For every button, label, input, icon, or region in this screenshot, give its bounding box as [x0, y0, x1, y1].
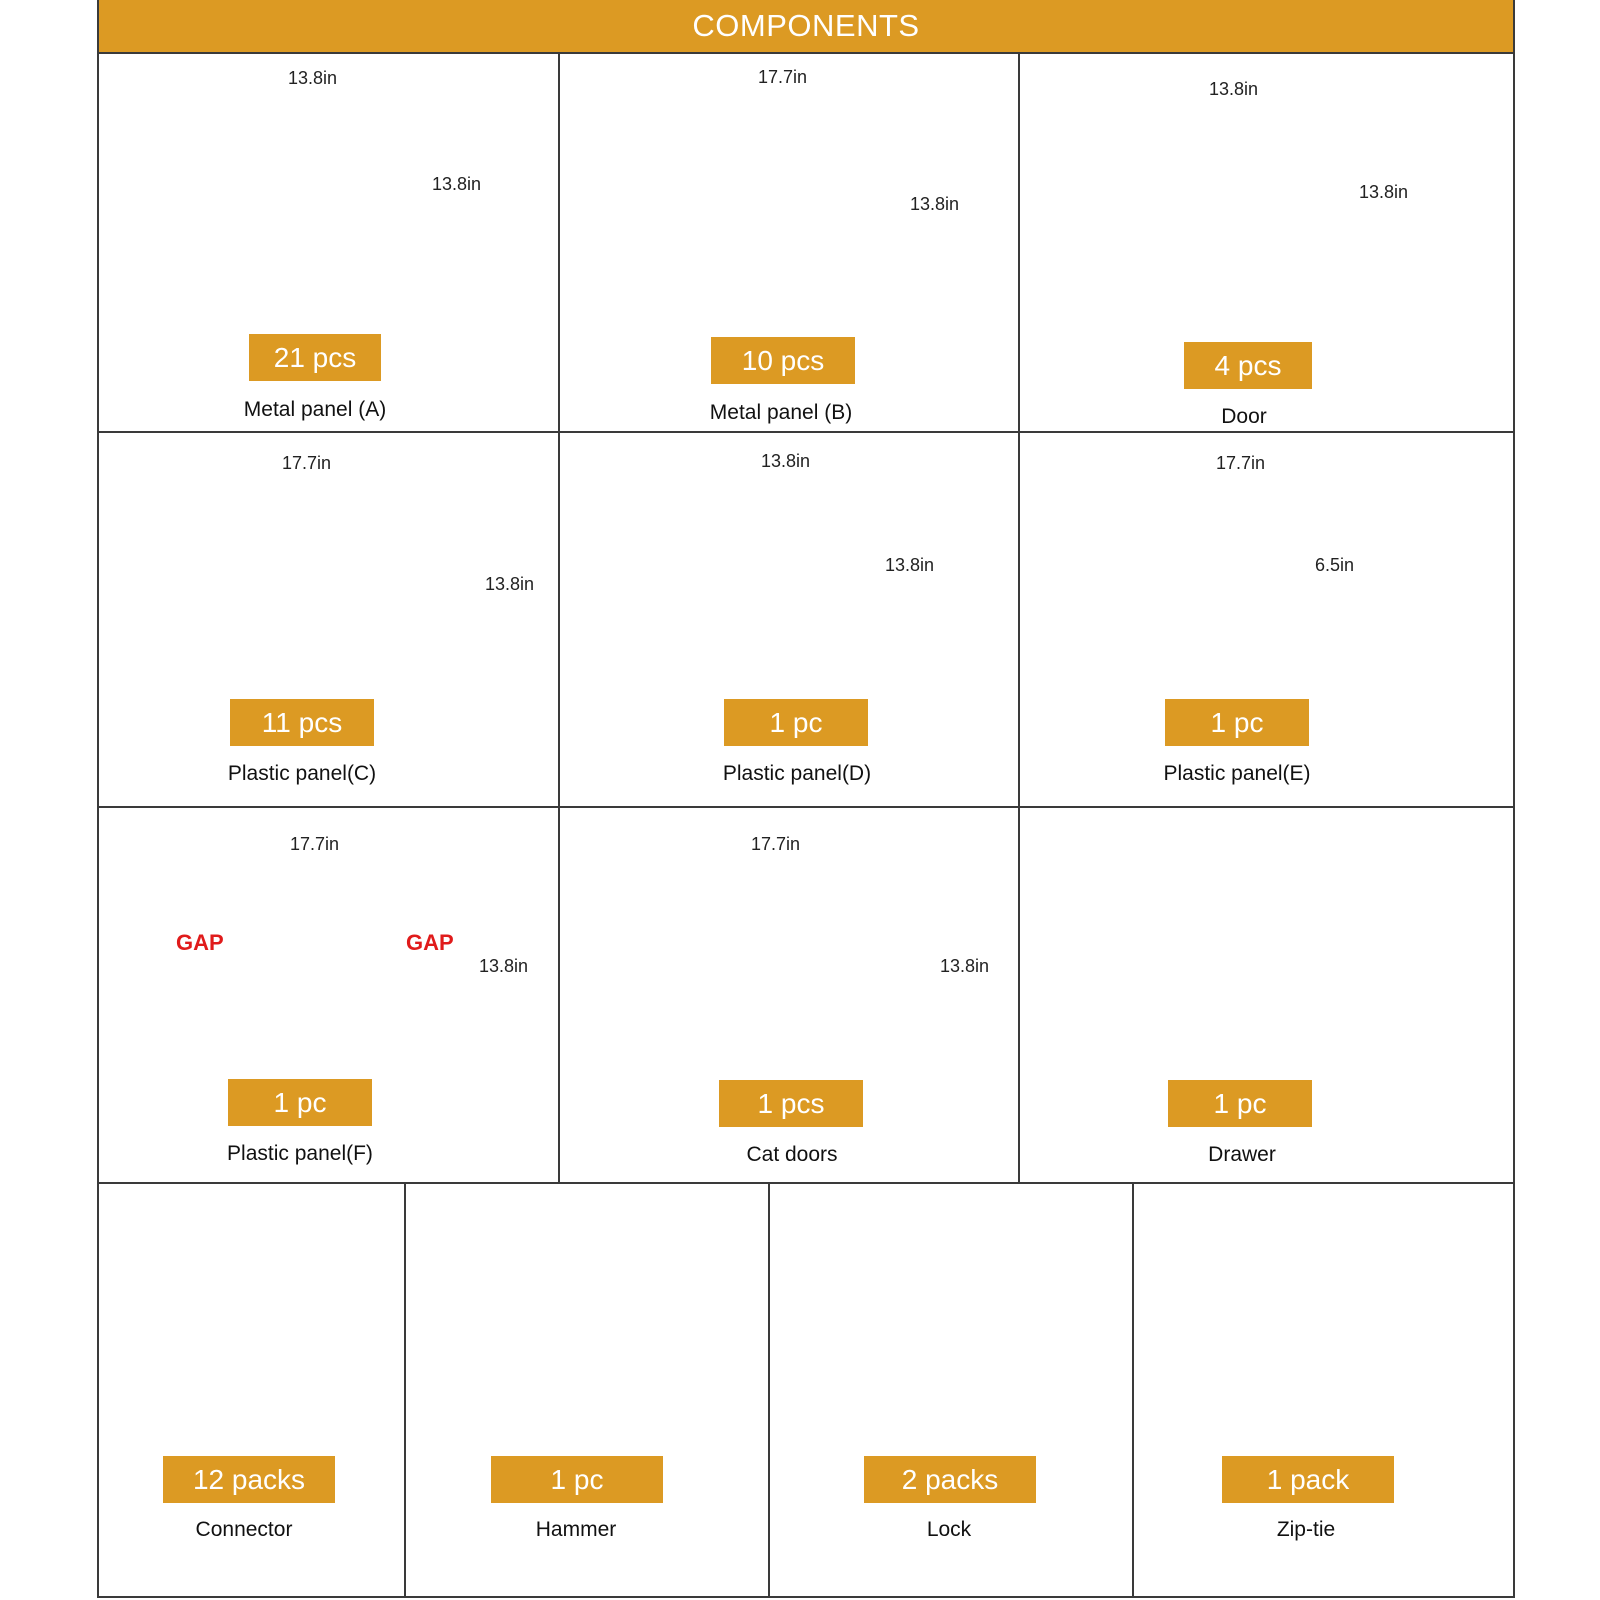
width-label: 17.7in — [751, 834, 801, 854]
quantity-badge: 11 pcs — [230, 699, 374, 746]
components-header: COMPONENTS — [99, 0, 1513, 54]
width-label: 13.8in — [288, 68, 338, 88]
width-label: 17.7in — [1216, 453, 1266, 473]
component-name: Plastic panel(D) — [722, 762, 872, 785]
width-label: 17.7in — [282, 453, 332, 473]
height-label: 13.8in — [910, 194, 960, 214]
quantity-badge: 1 pack — [1222, 1456, 1394, 1503]
width-label: 17.7in — [758, 67, 808, 87]
height-label: 13.8in — [479, 956, 529, 976]
col-divider — [404, 1182, 406, 1598]
quantity-badge: 4 pcs — [1184, 342, 1312, 389]
component-name: Plastic panel(F) — [227, 1142, 373, 1165]
height-label: 6.5in — [1315, 555, 1355, 575]
quantity-badge: 10 pcs — [711, 337, 855, 384]
quantity-badge: 1 pc — [1168, 1080, 1312, 1127]
height-label: 13.8in — [1359, 182, 1409, 202]
component-name: Zip-tie — [1276, 1518, 1336, 1541]
height-label: 13.8in — [485, 574, 535, 594]
col-divider — [1018, 54, 1020, 1182]
component-name: Hammer — [535, 1518, 617, 1541]
row-divider — [99, 1182, 1515, 1184]
component-name: Plastic panel(E) — [1163, 762, 1311, 785]
gap-label-right: GAP — [406, 930, 454, 955]
component-name: Drawer — [1208, 1143, 1276, 1166]
component-name: Metal panel (B) — [709, 401, 853, 424]
width-label: 13.8in — [761, 451, 811, 471]
quantity-badge: 2 packs — [864, 1456, 1036, 1503]
quantity-badge: 1 pc — [228, 1079, 372, 1126]
height-label: 13.8in — [432, 174, 482, 194]
width-label: 13.8in — [1209, 79, 1259, 99]
height-label: 13.8in — [885, 555, 935, 575]
row-divider — [99, 431, 1515, 433]
component-name: Connector — [195, 1518, 293, 1541]
quantity-badge: 1 pc — [1165, 699, 1309, 746]
height-label: 13.8in — [940, 956, 990, 976]
quantity-badge: 1 pcs — [719, 1080, 863, 1127]
component-name: Plastic panel(C) — [227, 762, 377, 785]
component-name: Door — [1221, 405, 1267, 428]
quantity-badge: 1 pc — [491, 1456, 663, 1503]
component-name: Metal panel (A) — [243, 398, 387, 421]
width-label: 17.7in — [290, 834, 340, 854]
quantity-badge: 1 pc — [724, 699, 868, 746]
gap-label-left: GAP — [176, 930, 224, 955]
quantity-badge: 12 packs — [163, 1456, 335, 1503]
col-divider — [558, 54, 560, 1182]
col-divider — [768, 1182, 770, 1598]
quantity-badge: 21 pcs — [249, 334, 381, 381]
col-divider — [1132, 1182, 1134, 1598]
component-name: Cat doors — [746, 1143, 838, 1166]
row-divider — [99, 806, 1515, 808]
component-name: Lock — [926, 1518, 972, 1541]
